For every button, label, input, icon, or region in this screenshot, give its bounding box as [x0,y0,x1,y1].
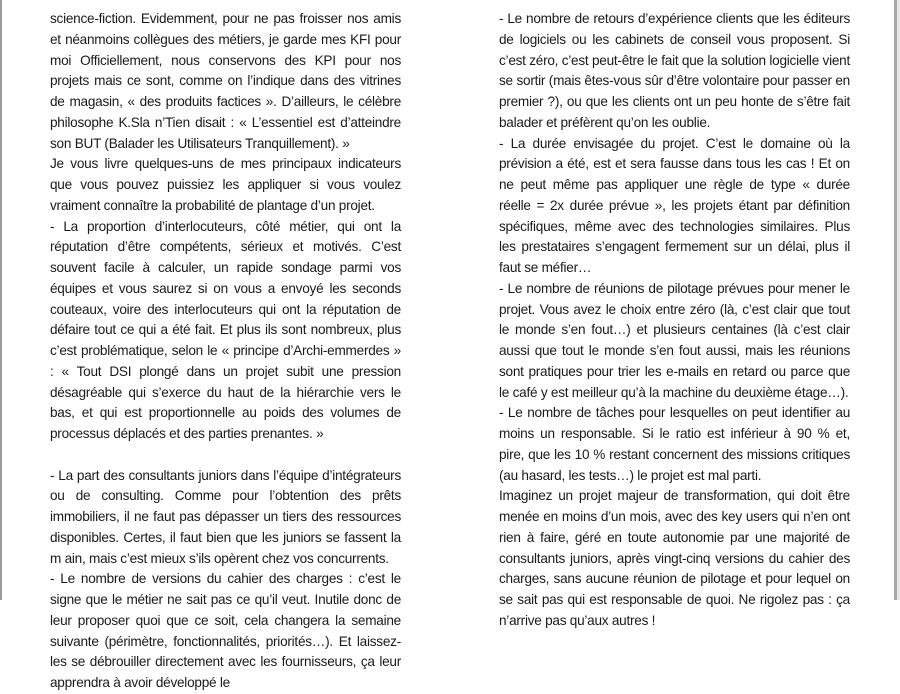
paragraph-spec-versions: - Le nombre de versions du cahier des charges : c’est le signe que le métier ne sait pas ce qu’il veut. Inutile donc de leur proposer quoi que ce soit, cela changera la semaine suivante (périmètre, fonctionnalités, priorités…). Et laissez-les se débrouiller directement avec les fournisseurs, ça leur apprendra à avoir développé le [50,571,401,690]
paragraph-steering-meetings: - Le nombre de réunions de pilotage prévues pour mener le projet. Vous avez le choix entre zéro (là, c’est clair que tout le monde s’en fout…) et plusieurs centaines (là c’est clair aussi que tout le monde s’en fout aussi, mais les réunions sont pratiques pour trier les e-mails en retard ou parce que le café y est meilleur qu’à la machine du deuxième étage…). [499,280,850,400]
paragraph-client-feedback: - Le nombre de retours d’expérience clients que les éditeurs de logiciels ou les cabinets de conseil vous proposent. Si c’est zéro, c’est peut-être le fait que la solution logicielle vient se sortir (mais êtes-vous sûr d’être volontaire pour passer en premier ?), ou que les clients ont un peu honte de s’être fait balader et préfèrent qu’on les oublie. [499,11,850,130]
paragraph-intro: science-fiction. Evidemment, pour ne pas froisser nos amis et néanmoins collègues des métiers, je garde mes KFI pour moi Officiellement, nous conservons des KPI pour nos projets mais ce sont, comme on l’indique dans des vitrines de magasin, « des produits factices ». D’ailleurs, le célèbre philosophe K.Sla n’Tien disait : « L’essentiel est d’atteindre son BUT (Balader les Utilisateurs Tranquillement). » [50,11,401,151]
paragraph-indicators-intro: Je vous livre quelques-uns de mes principaux indicateurs que vous pouvez puissiez les appliquer si vous voulez vraiment connaître la probabilité de plantage d’un projet. [50,156,401,213]
paragraph-junior-consultants: - La part des consultants juniors dans l’équipe d’intégrateurs ou de consulting. Comme pour l’obtention des prêts immobiliers, il ne faut pas dépasser un tiers des ressources disponibles. Certes, il faut bien que les juniors se fassent la m ain, mais c’est mieux s’ils opèrent chez vos concurrents. [50,467,401,566]
paragraph-interlocutors: - La proportion d’interlocuteurs, côté métier, qui ont la réputation d’être compétents, sérieux et motivés. C’est souvent facile à calculer, un rapide sondage parmi vos équipes et vous saurez si on vous a envoyé les seconds couteaux, voire des interlocuteurs qui ont la réputation de défaire tout ce qui a été fait. Et plus ils sont nombreux, plus c’est problématique, selon le « principe d’Archi-emmerdes » : « Tout DSI plongé dans un projet subit une pression désagréable qui s’exerce du haut de la hiérarchie vers le bas, et qui est proportionnelle au poids des volumes de processus déplacés et des parties prenantes. » [50,218,401,441]
page-left-edge [0,0,2,600]
left-column [50,9,401,694]
paragraph-conclusion: Imaginez un projet majeur de transformation, qui doit être menée en moins d’un mois, avec des key users qui n’en ont rien à faire, géré en toute autonomie par une majorité de consultants juniors, après vingt-cinq versions du cahier des charges, sans aucune réunion de pilotage et pour lequel on se sait pas qui est responsable de quoi. Ne rigolez pas : ça n’arrive pas qu’aux autres ! [499,488,850,628]
right-column [499,9,850,632]
paragraph-task-owners: - Le nombre de tâches pour lesquelles on peut identifier au moins un responsable. Si le ratio est inférieur à 90 % et, pire, que les 10 % restant concernent des missions critiques (au hasard, les tests…) le projet est mal parti. [499,405,850,483]
paragraph-spacer [50,445,401,466]
paragraph-project-duration: - La durée envisagée du projet. C’est le domaine où la prévision a été, est et sera fausse dans tous les cas ! Et on ne peut même pas appliquer une règle de type « durée réelle = 2x durée prévue », les projets étant par définition spécifiques, même avec des technologies similaires. Plus les prestataires s’engagent fermement sur un délai, plus il faut se méfier… [499,135,850,275]
